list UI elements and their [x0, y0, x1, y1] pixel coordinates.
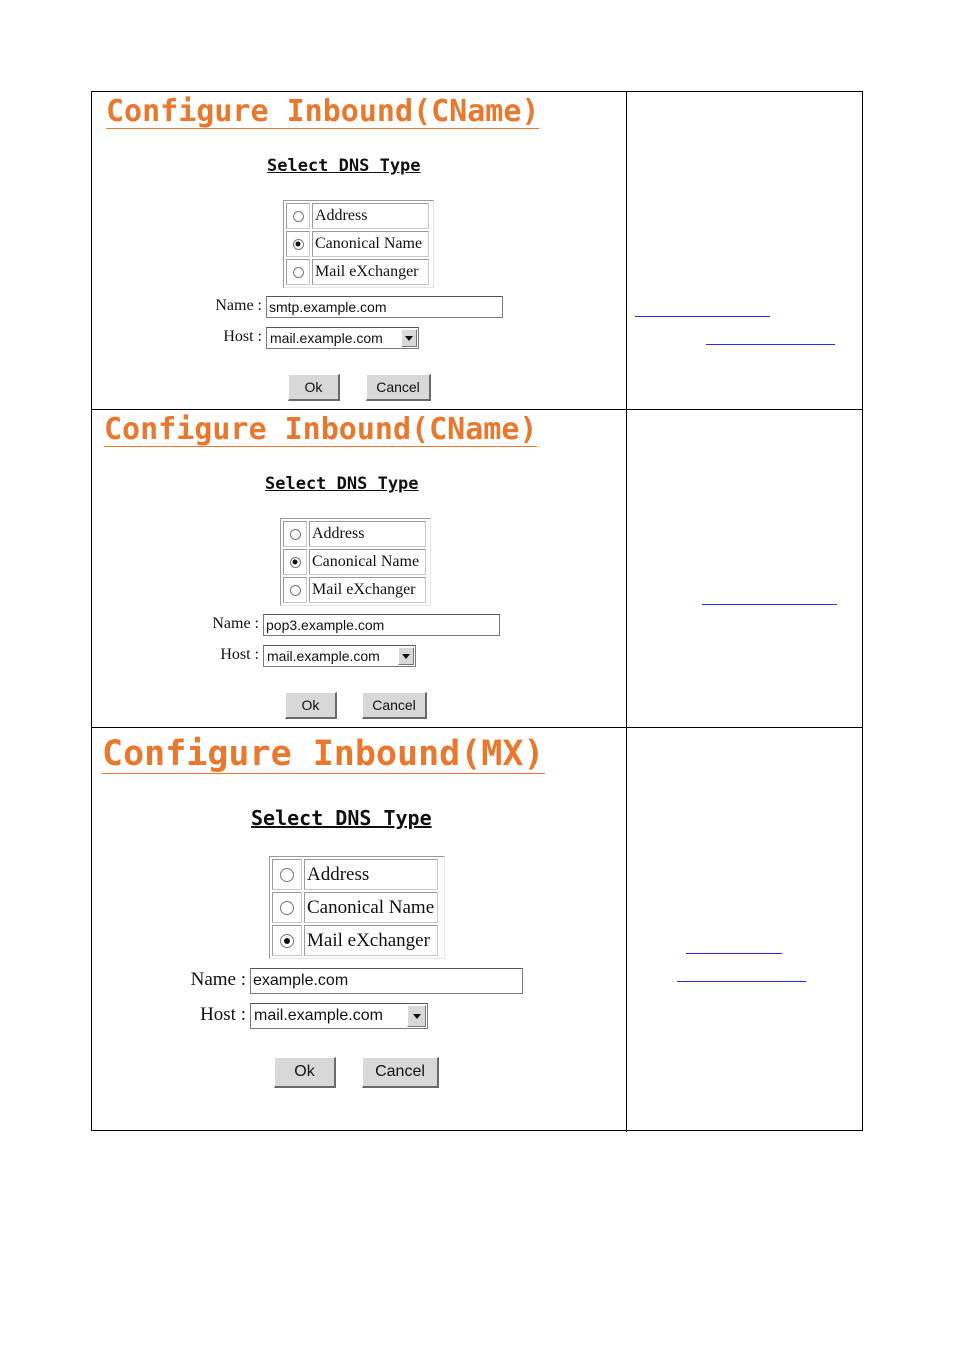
- configure-inbound-cname-panel-smtp: [92, 92, 626, 409]
- host-label: Host :: [223, 328, 262, 345]
- dns-option-mail-exchanger[interactable]: [283, 577, 428, 603]
- radio-address[interactable]: [293, 211, 304, 222]
- option-label: Canonical Name: [312, 231, 429, 257]
- host-select-value: mail.example.com: [270, 330, 383, 346]
- option-label: Canonical Name: [304, 892, 438, 923]
- table-row: [92, 410, 862, 728]
- radio-address[interactable]: [280, 868, 294, 882]
- radio-mail-exchanger[interactable]: [290, 585, 301, 596]
- name-input[interactable]: example.com: [250, 968, 523, 994]
- dns-option-canonical-name[interactable]: [283, 549, 428, 575]
- dns-type-radio-group: [269, 856, 445, 959]
- chevron-down-icon[interactable]: [401, 329, 417, 347]
- link-underline[interactable]: [635, 316, 770, 317]
- radio-mail-exchanger[interactable]: [280, 934, 294, 948]
- radio-mail-exchanger[interactable]: [293, 267, 304, 278]
- panel-subtitle: Select DNS Type: [265, 474, 419, 494]
- chevron-down-icon[interactable]: [398, 647, 414, 665]
- host-select[interactable]: [250, 1003, 428, 1029]
- ok-button[interactable]: Ok: [274, 1057, 336, 1088]
- panel-subtitle: Select DNS Type: [267, 156, 421, 176]
- cancel-button[interactable]: Cancel: [362, 692, 427, 719]
- option-label: Address: [309, 521, 426, 547]
- dns-type-radio-group: [280, 518, 431, 606]
- description-cell: [627, 92, 862, 409]
- link-underline[interactable]: [706, 344, 835, 345]
- dns-option-mail-exchanger[interactable]: [272, 925, 442, 956]
- link-underline[interactable]: [686, 953, 782, 954]
- host-select[interactable]: [266, 327, 419, 349]
- radio-address[interactable]: [290, 529, 301, 540]
- dns-option-address[interactable]: [283, 521, 428, 547]
- ok-button[interactable]: Ok: [285, 692, 337, 719]
- description-cell: [627, 728, 862, 1132]
- dns-type-radio-group: [283, 200, 434, 288]
- name-label: Name :: [190, 969, 246, 990]
- panel-title: Configure Inbound(MX): [102, 734, 545, 774]
- host-select[interactable]: [263, 645, 416, 667]
- configure-inbound-cname-panel-pop3: [92, 410, 626, 727]
- configure-inbound-mx-panel: [92, 728, 626, 1132]
- dns-option-canonical-name[interactable]: [286, 231, 431, 257]
- option-label: Mail eXchanger: [312, 259, 429, 285]
- panel-title: Configure Inbound(CName): [106, 94, 540, 129]
- host-label: Host :: [220, 646, 259, 663]
- chevron-down-icon[interactable]: [407, 1005, 426, 1027]
- description-cell: [627, 410, 862, 727]
- name-input[interactable]: pop3.example.com: [263, 614, 500, 636]
- radio-canonical-name[interactable]: [290, 557, 301, 568]
- option-label: Address: [312, 203, 429, 229]
- table-row: [92, 728, 862, 1132]
- host-select-value: mail.example.com: [267, 648, 380, 664]
- dns-option-address[interactable]: [286, 203, 431, 229]
- option-label: Mail eXchanger: [304, 925, 438, 956]
- panel-title: Configure Inbound(CName): [104, 412, 538, 447]
- option-label: Mail eXchanger: [309, 577, 426, 603]
- ok-button[interactable]: Ok: [288, 374, 340, 401]
- cancel-button[interactable]: Cancel: [366, 374, 431, 401]
- radio-canonical-name[interactable]: [293, 239, 304, 250]
- name-label: Name :: [212, 615, 259, 632]
- name-input[interactable]: smtp.example.com: [266, 296, 503, 318]
- dns-option-address[interactable]: [272, 859, 442, 890]
- option-label: Canonical Name: [309, 549, 426, 575]
- table-row: [92, 92, 862, 410]
- host-select-value: mail.example.com: [254, 1007, 383, 1024]
- dns-option-canonical-name[interactable]: [272, 892, 442, 923]
- dns-option-mail-exchanger[interactable]: [286, 259, 431, 285]
- cancel-button[interactable]: Cancel: [362, 1057, 439, 1088]
- radio-canonical-name[interactable]: [280, 901, 294, 915]
- host-label: Host :: [200, 1004, 246, 1025]
- panel-subtitle: Select DNS Type: [251, 806, 432, 830]
- name-label: Name :: [215, 297, 262, 314]
- figure-table: [91, 91, 863, 1131]
- link-underline[interactable]: [677, 981, 806, 982]
- link-underline[interactable]: [702, 604, 837, 605]
- option-label: Address: [304, 859, 438, 890]
